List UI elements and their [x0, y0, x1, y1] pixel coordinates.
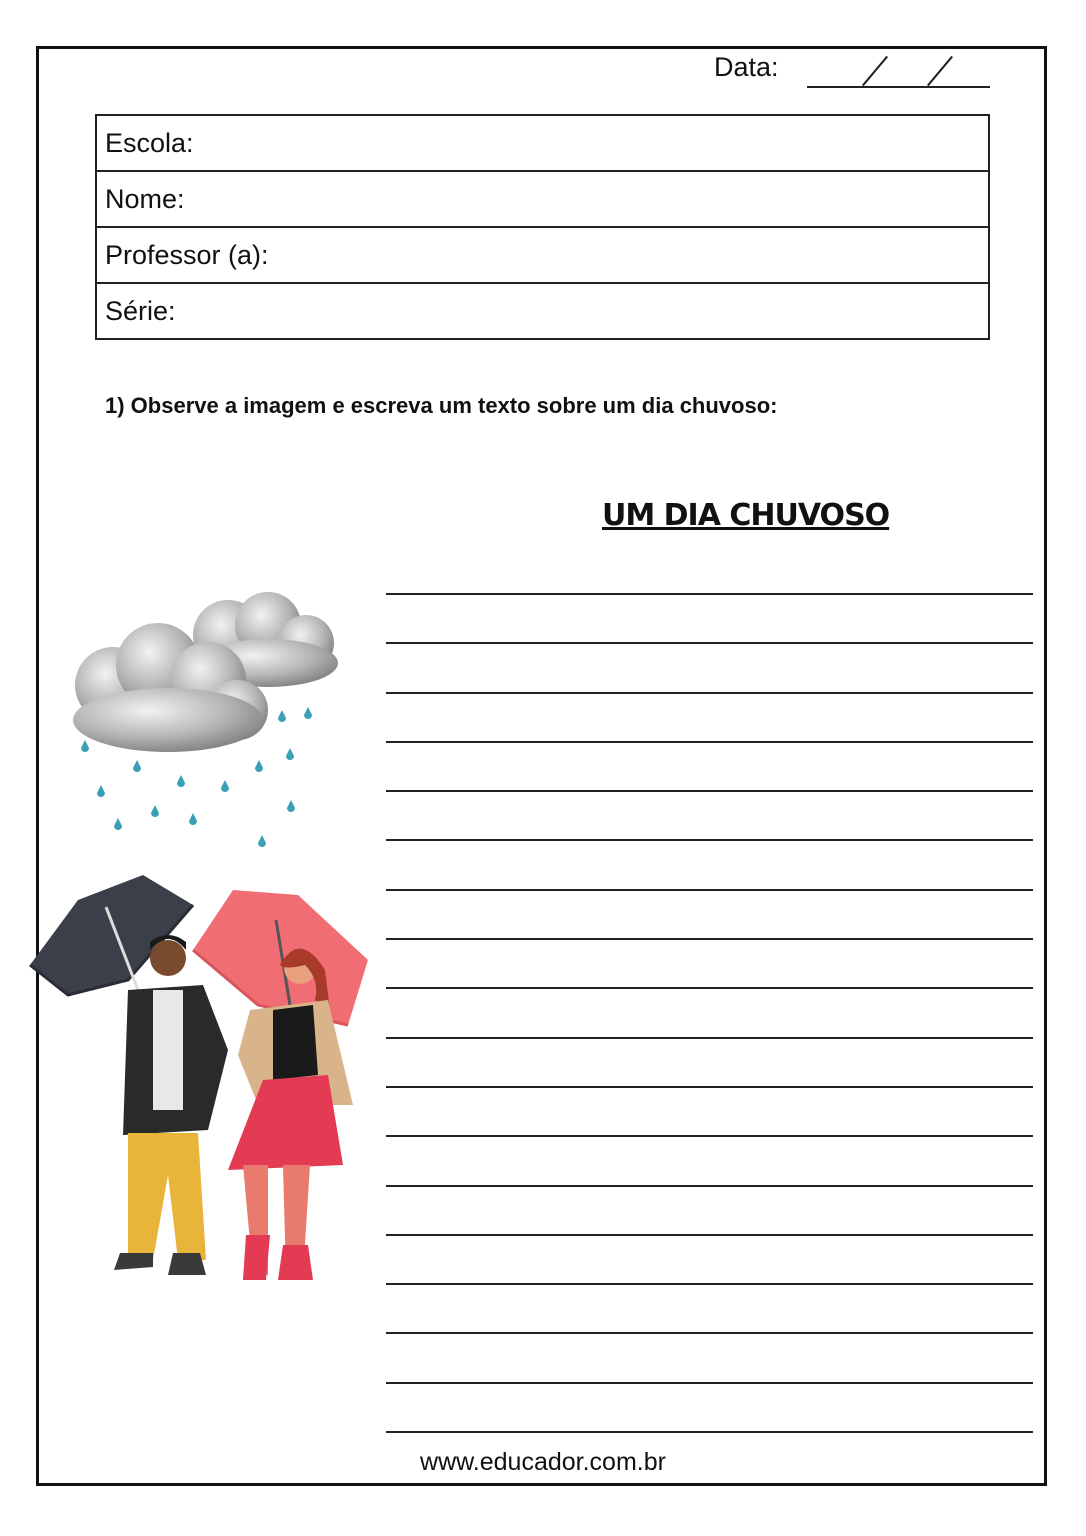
writing-line[interactable]: [386, 987, 1033, 989]
writing-line[interactable]: [386, 741, 1033, 743]
writing-line[interactable]: [386, 1332, 1033, 1334]
writing-line[interactable]: [386, 1283, 1033, 1285]
writing-line[interactable]: [386, 692, 1033, 694]
writing-line[interactable]: [386, 642, 1033, 644]
teacher-label: Professor (a):: [105, 239, 269, 270]
writing-line[interactable]: [386, 593, 1033, 595]
rainy-day-illustration: [28, 585, 378, 1295]
rain-cloud-icon: [73, 592, 338, 752]
writing-line[interactable]: [386, 1185, 1033, 1187]
writing-line[interactable]: [386, 1234, 1033, 1236]
info-row-grade[interactable]: [97, 284, 988, 338]
student-info-table: [95, 114, 990, 340]
writing-line[interactable]: [386, 839, 1033, 841]
footer-website: www.educador.com.br: [420, 1448, 666, 1476]
writing-line[interactable]: [386, 938, 1033, 940]
man-figure-icon: [114, 935, 228, 1275]
dark-umbrella-icon: [30, 875, 193, 995]
pink-umbrella-icon: [193, 890, 368, 1025]
writing-line[interactable]: [386, 889, 1033, 891]
date-input-line[interactable]: [807, 86, 990, 88]
writing-line[interactable]: [386, 1431, 1033, 1433]
info-row-teacher[interactable]: [97, 228, 988, 284]
writing-line[interactable]: [386, 1382, 1033, 1384]
info-row-name[interactable]: [97, 172, 988, 228]
writing-line[interactable]: [386, 1086, 1033, 1088]
writing-area[interactable]: [386, 593, 1033, 1480]
info-row-school[interactable]: [97, 116, 988, 172]
essay-title: UM DIA CHUVOSO: [602, 498, 890, 533]
writing-line[interactable]: [386, 790, 1033, 792]
name-label: Nome:: [105, 183, 185, 214]
writing-line[interactable]: [386, 1135, 1033, 1137]
school-label: Escola:: [105, 127, 194, 158]
grade-label: Série:: [105, 295, 176, 326]
question-text: 1) Observe a imagem e escreva um texto sobre um dia chuvoso:: [105, 393, 778, 418]
date-label: Data:: [714, 52, 779, 82]
writing-line[interactable]: [386, 1037, 1033, 1039]
